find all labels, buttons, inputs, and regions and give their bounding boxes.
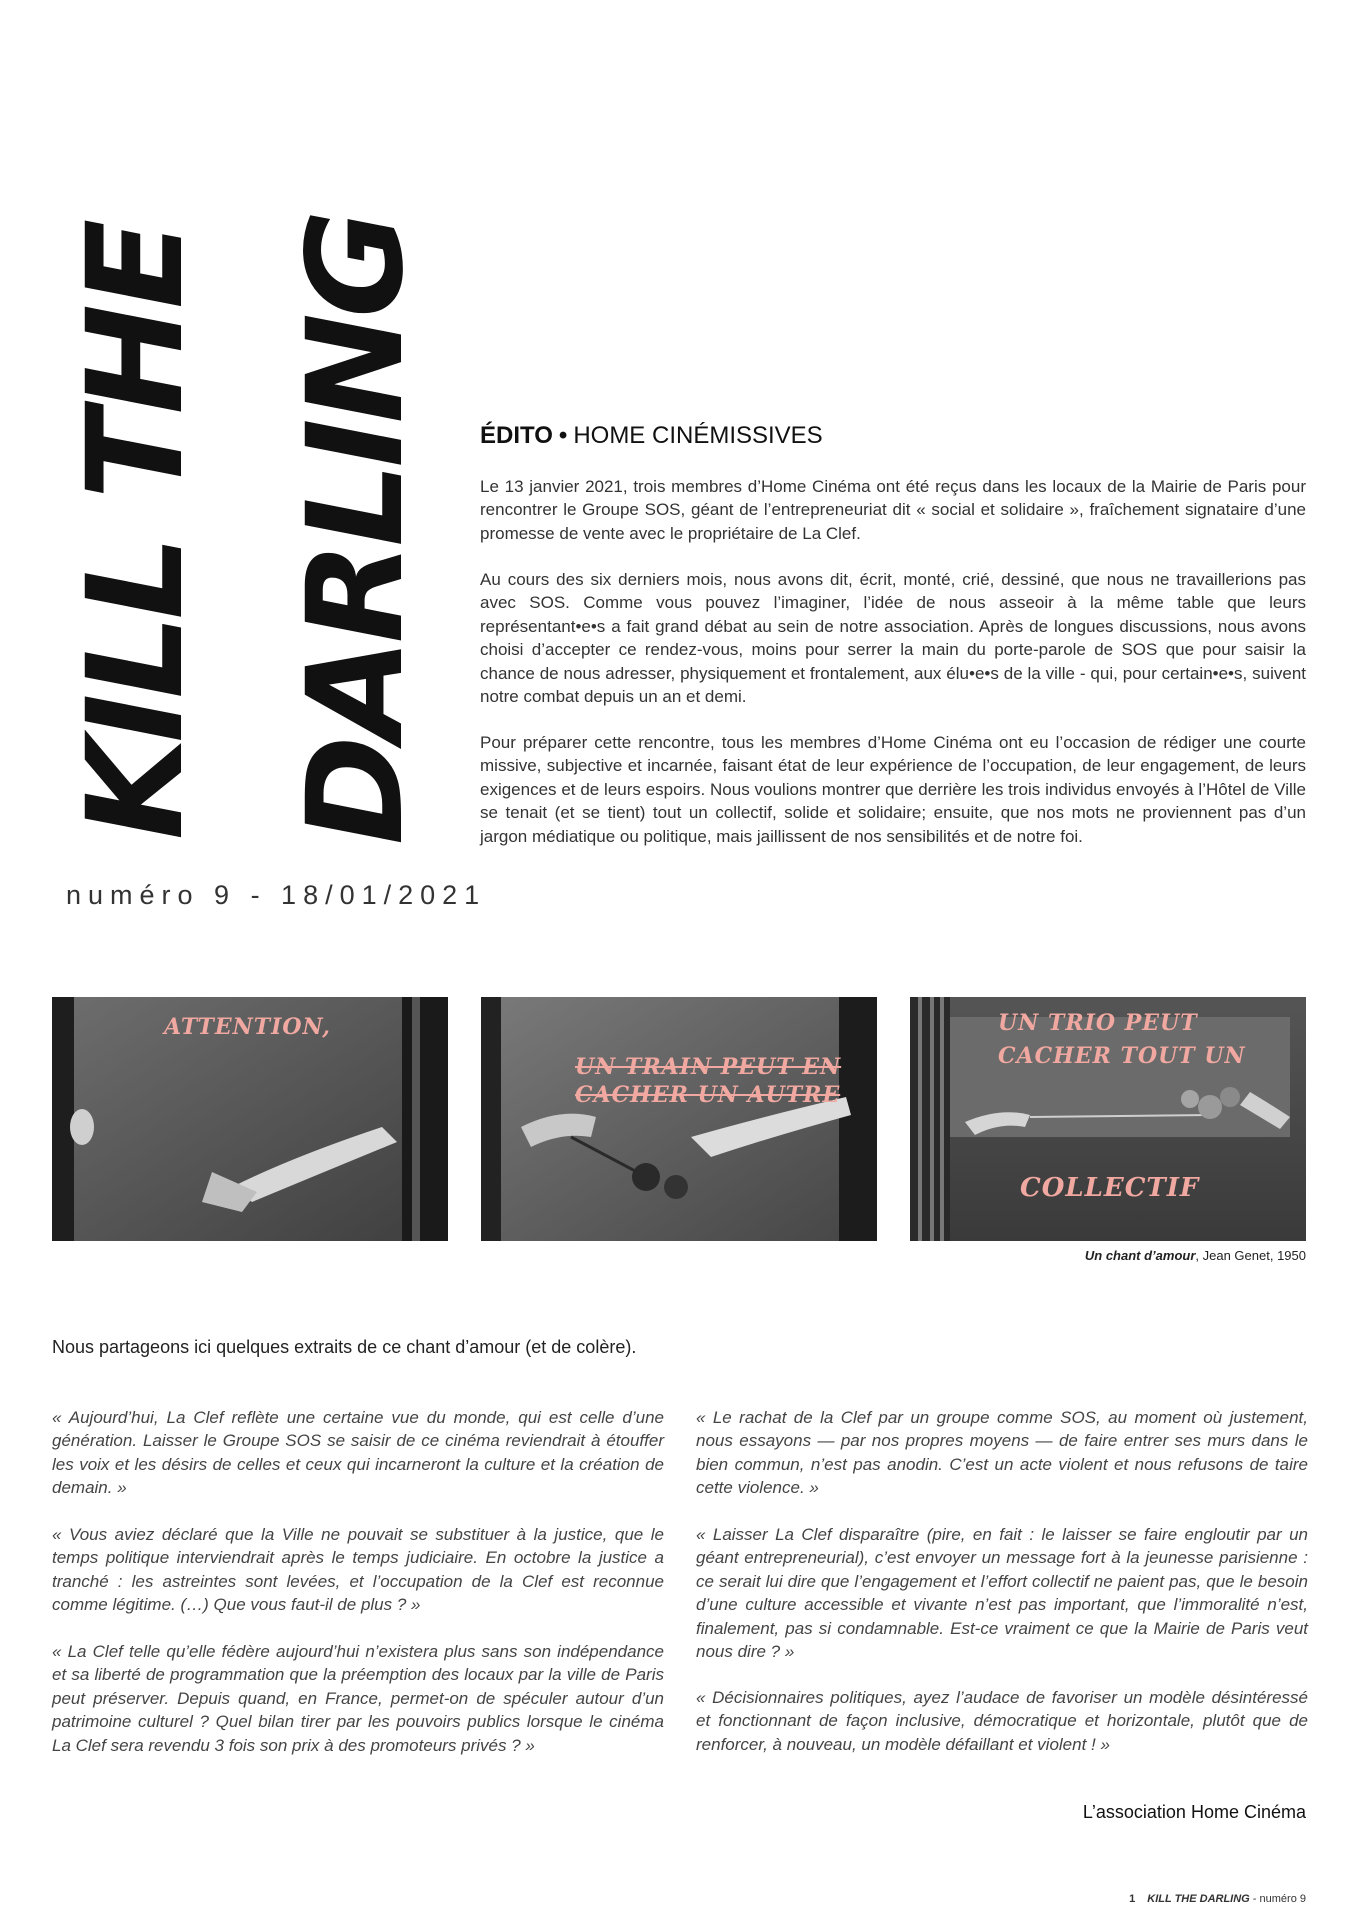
quote: « Vous aviez déclaré que la Ville ne pouvait se substituer à la justice, que le temps politique interviendrait après le temps judiciaire. En octobre la justice a tranché : les astreintes sont levées, et l’occupation de la Clef est reconnue comme légitime. (…) Que vous faut-il de plus ? » bbox=[52, 1525, 664, 1615]
still-overlay-text-bottom: COLLECTIF bbox=[1020, 1173, 1200, 1203]
edito-separator: • bbox=[558, 422, 568, 449]
film-still-2 bbox=[481, 997, 877, 1241]
caption-film-title: Un chant d’amour bbox=[1084, 1248, 1196, 1263]
film-still-1 bbox=[52, 997, 448, 1241]
edito-label: ÉDITO bbox=[480, 422, 553, 449]
photo-caption bbox=[880, 1248, 1306, 1263]
masthead-line-1: KILL THE bbox=[59, 223, 213, 840]
issue-line: numéro 9 - 18/01/2021 bbox=[66, 880, 487, 910]
footer-brand: KILL THE DARLING bbox=[1147, 1893, 1250, 1905]
edito-title: HOME CINÉMISSIVES bbox=[573, 422, 823, 449]
signature: L’association Home Cinéma bbox=[1082, 1802, 1306, 1822]
edito-heading bbox=[480, 422, 823, 450]
still-overlay-text: UN TRAIN PEUT EN bbox=[575, 1054, 842, 1080]
still-overlay-text: CACHER UN AUTRE bbox=[575, 1082, 841, 1108]
edito-paragraph: Au cours des six derniers mois, nous avons dit, écrit, monté, crié, dessiné, que nous ne travaillerions pas avec SOS. Comme vous pouvez l’imaginer, l’idée de nous asseoir à la même table que leurs représentant•e•s a fait grand débat au sein de notre association. Après de longues discussions, nous avons choisi d’accepter ce rendez-vous, moins pour serrer la main du porte-parole de SOS que pour saisir la chance de nous adresser, physiquement et frontalement, aux élu•e•s de la ville - qui, pour certain•e•s, suivent notre combat depuis un an et demi. bbox=[480, 570, 1306, 707]
edito-paragraph: Le 13 janvier 2021, trois membres d’Home Cinéma ont été reçus dans les locaux de la Mairie de Paris pour rencontrer le Groupe SOS, géant de l’entrepreneuriat dit « social et solidaire », fraîchement signataire d’une promesse de vente avec le propriétaire de La Clef. bbox=[480, 477, 1306, 543]
quotes-intro: Nous partageons ici quelques extraits de ce chant d’amour (et de colère). bbox=[52, 1337, 637, 1357]
still-overlay-text: UN TRIO PEUT bbox=[998, 1010, 1198, 1036]
quote: « Aujourd’hui, La Clef reflète une certaine vue du monde, qui est celle d’une génération. Laisser le Groupe SOS se saisir de ce cinéma reviendrait à étouffer les voix et les désirs de celles et ceux qui incarneront la culture et la création de demain. » bbox=[52, 1408, 664, 1498]
masthead-line-2: DARLING bbox=[279, 214, 433, 845]
quote: « Décisionnaires politiques, ayez l’audace de favoriser un modèle désintéressé et fonctionnant de façon inclusive, démocratique et horizontale, plutôt que de renforcer, à nouveau, un modèle défaillant et violent ! » bbox=[696, 1688, 1308, 1754]
quote: « Laisser La Clef disparaître (pire, en fait : le laisser se faire engloutir par un géant entrepreneurial), c’est envoyer un message fort à la jeunesse parisienne : ce serait lui dire que l’engagement et l’effort collectif ne paient pas, que le besoin d’une culture accessible et vivante n’est pas important, que l’immoralité n’est, finalement, pas si condamnable. Est-ce vraiment ce que la Mairie de Paris veut nous dire ? » bbox=[696, 1525, 1308, 1662]
still-overlay-text: CACHER TOUT UN bbox=[998, 1043, 1246, 1069]
film-still-image bbox=[481, 997, 877, 1241]
edito-paragraph: Pour préparer cette rencontre, tous les membres d’Home Cinéma ont eu l’occasion de rédiger une courte missive, subjective et incarnée, faisant état de leur expérience de l’occupation, de leur engagement, de leurs exigences et de leurs espoirs. Nous voulions montrer que derrière les trois individus envoyés à l’Hôtel de Ville se tenait (et se tient) tout un collectif, solide et solidaire; ensuite, que nos mots ne proviennent pas d’un jargon médiatique ou politique, mais jaillissent de nos sensibilités et de notre foi. bbox=[480, 733, 1306, 846]
quote: « Le rachat de la Clef par un groupe comme SOS, au moment où justement, nous essayons — par nos propres moyens — de faire entrer ses murs dans le bien commun, n’est pas anodin. C’est un acte violent et nous refusons de taire cette violence. » bbox=[696, 1408, 1308, 1498]
quote: « La Clef telle qu’elle fédère aujourd’hui n’existera plus sans son indépendance et sa liberté de programmation que la préemption des locaux par la ville de Paris peut préserver. Depuis quand, en France, permet-on de spéculer autour d’un patrimoine culturel ? Quel bilan tirer par les pouvoirs publics lorsque le cinéma La Clef sera revendu 3 fois son prix à des promoteurs privés ? » bbox=[52, 1642, 664, 1755]
page-number: 1 bbox=[1129, 1893, 1136, 1905]
page-footer bbox=[1129, 1893, 1306, 1905]
caption-credit: , Jean Genet, 1950 bbox=[1195, 1248, 1306, 1263]
still-overlay-text: ATTENTION, bbox=[164, 1014, 331, 1040]
footer-issue: - numéro 9 bbox=[1249, 1893, 1306, 1905]
film-still-3 bbox=[910, 997, 1306, 1241]
